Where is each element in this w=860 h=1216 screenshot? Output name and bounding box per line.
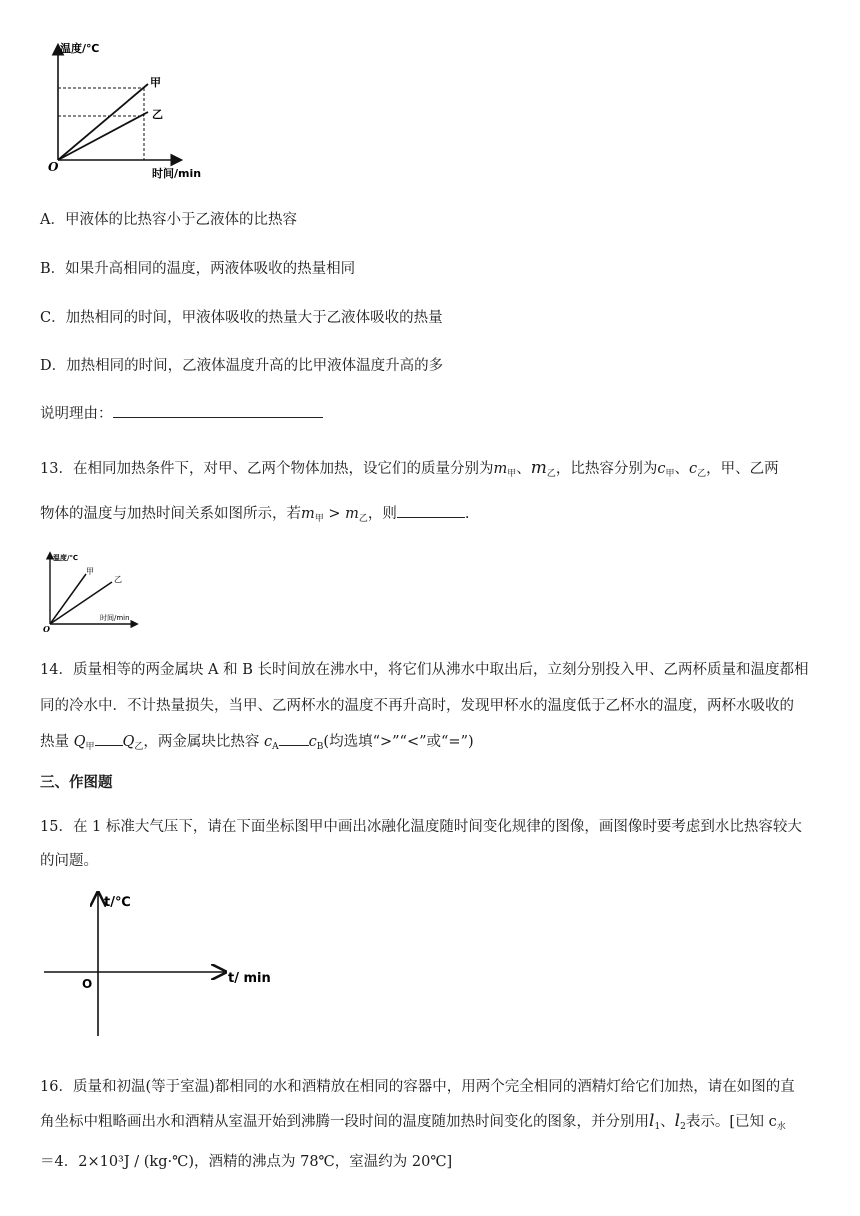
q16-sub-2: 2	[680, 1122, 686, 1132]
q14-sub-yi: 乙	[134, 742, 144, 752]
q15-line1: 15．在 1 标准大气压下，请在下面坐标图甲中画出冰融化温度随时间变化规律的图像，画图像时要考虑到水比热容较大	[40, 819, 802, 835]
section-heading: 三、作图题	[40, 774, 113, 791]
q12-option-a: A．甲液体的比热容小于乙液体的比热容	[40, 212, 297, 228]
q12-line-jia	[58, 84, 148, 160]
q14-text-heat: 热量	[40, 734, 69, 750]
q16-line2	[40, 1110, 786, 1132]
q16-line1: 16．质量和初温(等于室温)都相同的水和酒精放在相同的容器中，用两个完全相同的酒精灯给它们加热，请在如图的直	[40, 1079, 795, 1095]
q14-q-jia: Q	[73, 734, 86, 750]
q15-graph[interactable]	[40, 890, 290, 1040]
q13-dun2: 、	[674, 461, 689, 477]
q13-m-yi: m	[530, 458, 547, 478]
q12-reason-label: 说明理由：	[40, 406, 113, 422]
q14-text-c: ，两金属块比热容	[143, 734, 260, 750]
q13-label-yi: 乙	[114, 575, 122, 584]
q13-x-label: 时间/min	[100, 614, 130, 622]
q13-dun: 、	[516, 461, 531, 477]
q13-sub-yi: 乙	[546, 469, 556, 479]
q13-text2: ，比热容分别为	[555, 461, 658, 477]
q16-text: 角坐标中粗略画出水和酒精从室温开始到沸腾一段时间的温度随加热时间变化的图象，并分别用	[40, 1114, 649, 1130]
q13-sub-jia-2: 甲	[314, 514, 324, 524]
q13-m-jia: m	[493, 461, 508, 477]
q13-line-jia	[50, 574, 86, 624]
q12-origin: O	[48, 160, 59, 174]
q13-text4: 物体的温度与加热时间关系如图所示，若	[40, 506, 301, 522]
q14-q-yi: Q	[122, 734, 135, 750]
q14-sub-a: A	[272, 742, 279, 752]
q15-x-label: t/ min	[228, 971, 271, 986]
q13-text3: ，甲、乙两	[706, 461, 779, 477]
q12-label-yi: 乙	[152, 108, 163, 121]
q13-sub-cjia: 甲	[665, 469, 675, 479]
q14-line2: 同的冷水中．不计热量损失，当甲、乙两杯水的温度不再升高时，发现甲杯水的温度低于乙杯水的温度，两杯水吸收的	[40, 698, 794, 714]
q12-option-b: B．如果升高相同的温度，两液体吸收的热量相同	[40, 261, 356, 277]
q12-line-yi	[58, 112, 148, 160]
q12-graph	[40, 38, 220, 188]
q13-m-jia-2: m	[301, 506, 315, 522]
q12-option-d: D．加热相同的时间，乙液体温度升高的比甲液体温度升高的多	[40, 358, 444, 374]
q13-text5: ，则	[367, 506, 397, 522]
q12-y-label: 温度/℃	[60, 42, 100, 55]
q13-line1	[40, 457, 779, 479]
q13-origin: O	[43, 624, 50, 634]
q12-label-jia: 甲	[150, 76, 161, 89]
q13-text1: 13．在相同加热条件下，对甲、乙两个物体加热，设它们的质量分别为	[40, 461, 494, 477]
q16-sub-water: 水	[776, 1122, 786, 1132]
q13-graph	[40, 548, 150, 634]
q14-c-a: c	[264, 734, 273, 750]
q16-l2: l	[674, 1111, 681, 1131]
q16-l1: l	[649, 1111, 655, 1131]
q12-option-c: C．加热相同的时间，甲液体吸收的热量大于乙液体吸收的热量	[40, 310, 443, 326]
q12-x-label: 时间/min	[152, 167, 202, 180]
q16-given: 表示。[已知 c	[685, 1114, 777, 1130]
q14-blank-q[interactable]	[95, 733, 123, 746]
q14-blank-c[interactable]	[279, 733, 309, 746]
q16-sub-1: 1	[654, 1122, 661, 1132]
q13-answer-blank[interactable]	[397, 505, 465, 518]
q16-dun: 、	[660, 1114, 675, 1130]
q15-origin: O	[82, 977, 93, 991]
q13-c-yi: c	[689, 461, 698, 477]
q13-c-jia: c	[657, 461, 666, 477]
q15-line2: 的问题。	[40, 853, 98, 869]
q14-line3	[40, 730, 474, 752]
q14-hint: (均选填“>”“<”或“=”)	[323, 734, 474, 750]
q13-sub-jia: 甲	[507, 469, 517, 479]
q13-y-label: 温度/℃	[53, 554, 79, 562]
q12-reason	[40, 402, 323, 423]
q16-line3: ＝4．2×10³J / (kg·℃)，酒精的沸点为 78℃，室温约为 20℃]	[40, 1154, 453, 1170]
q13-gt: >	[328, 506, 341, 522]
q13-m-yi-2: m	[345, 506, 359, 522]
q14-line1: 14．质量相等的两金属块 A 和 B 长时间放在沸水中，将它们从沸水中取出后，立刻分别投入甲、乙两杯质量和温度都相	[40, 662, 809, 678]
q13-line2	[40, 502, 470, 524]
q14-sub-b: B	[316, 742, 324, 752]
q12-reason-blank[interactable]	[113, 405, 323, 418]
q13-end: .	[464, 506, 470, 522]
q13-sub-yi-2: 乙	[358, 514, 368, 524]
q13-label-jia: 甲	[86, 567, 94, 576]
q14-c-b: c	[308, 734, 317, 750]
q14-sub-jia: 甲	[85, 742, 95, 752]
q15-y-label: t/℃	[104, 895, 131, 910]
q13-sub-cyi: 乙	[697, 469, 707, 479]
